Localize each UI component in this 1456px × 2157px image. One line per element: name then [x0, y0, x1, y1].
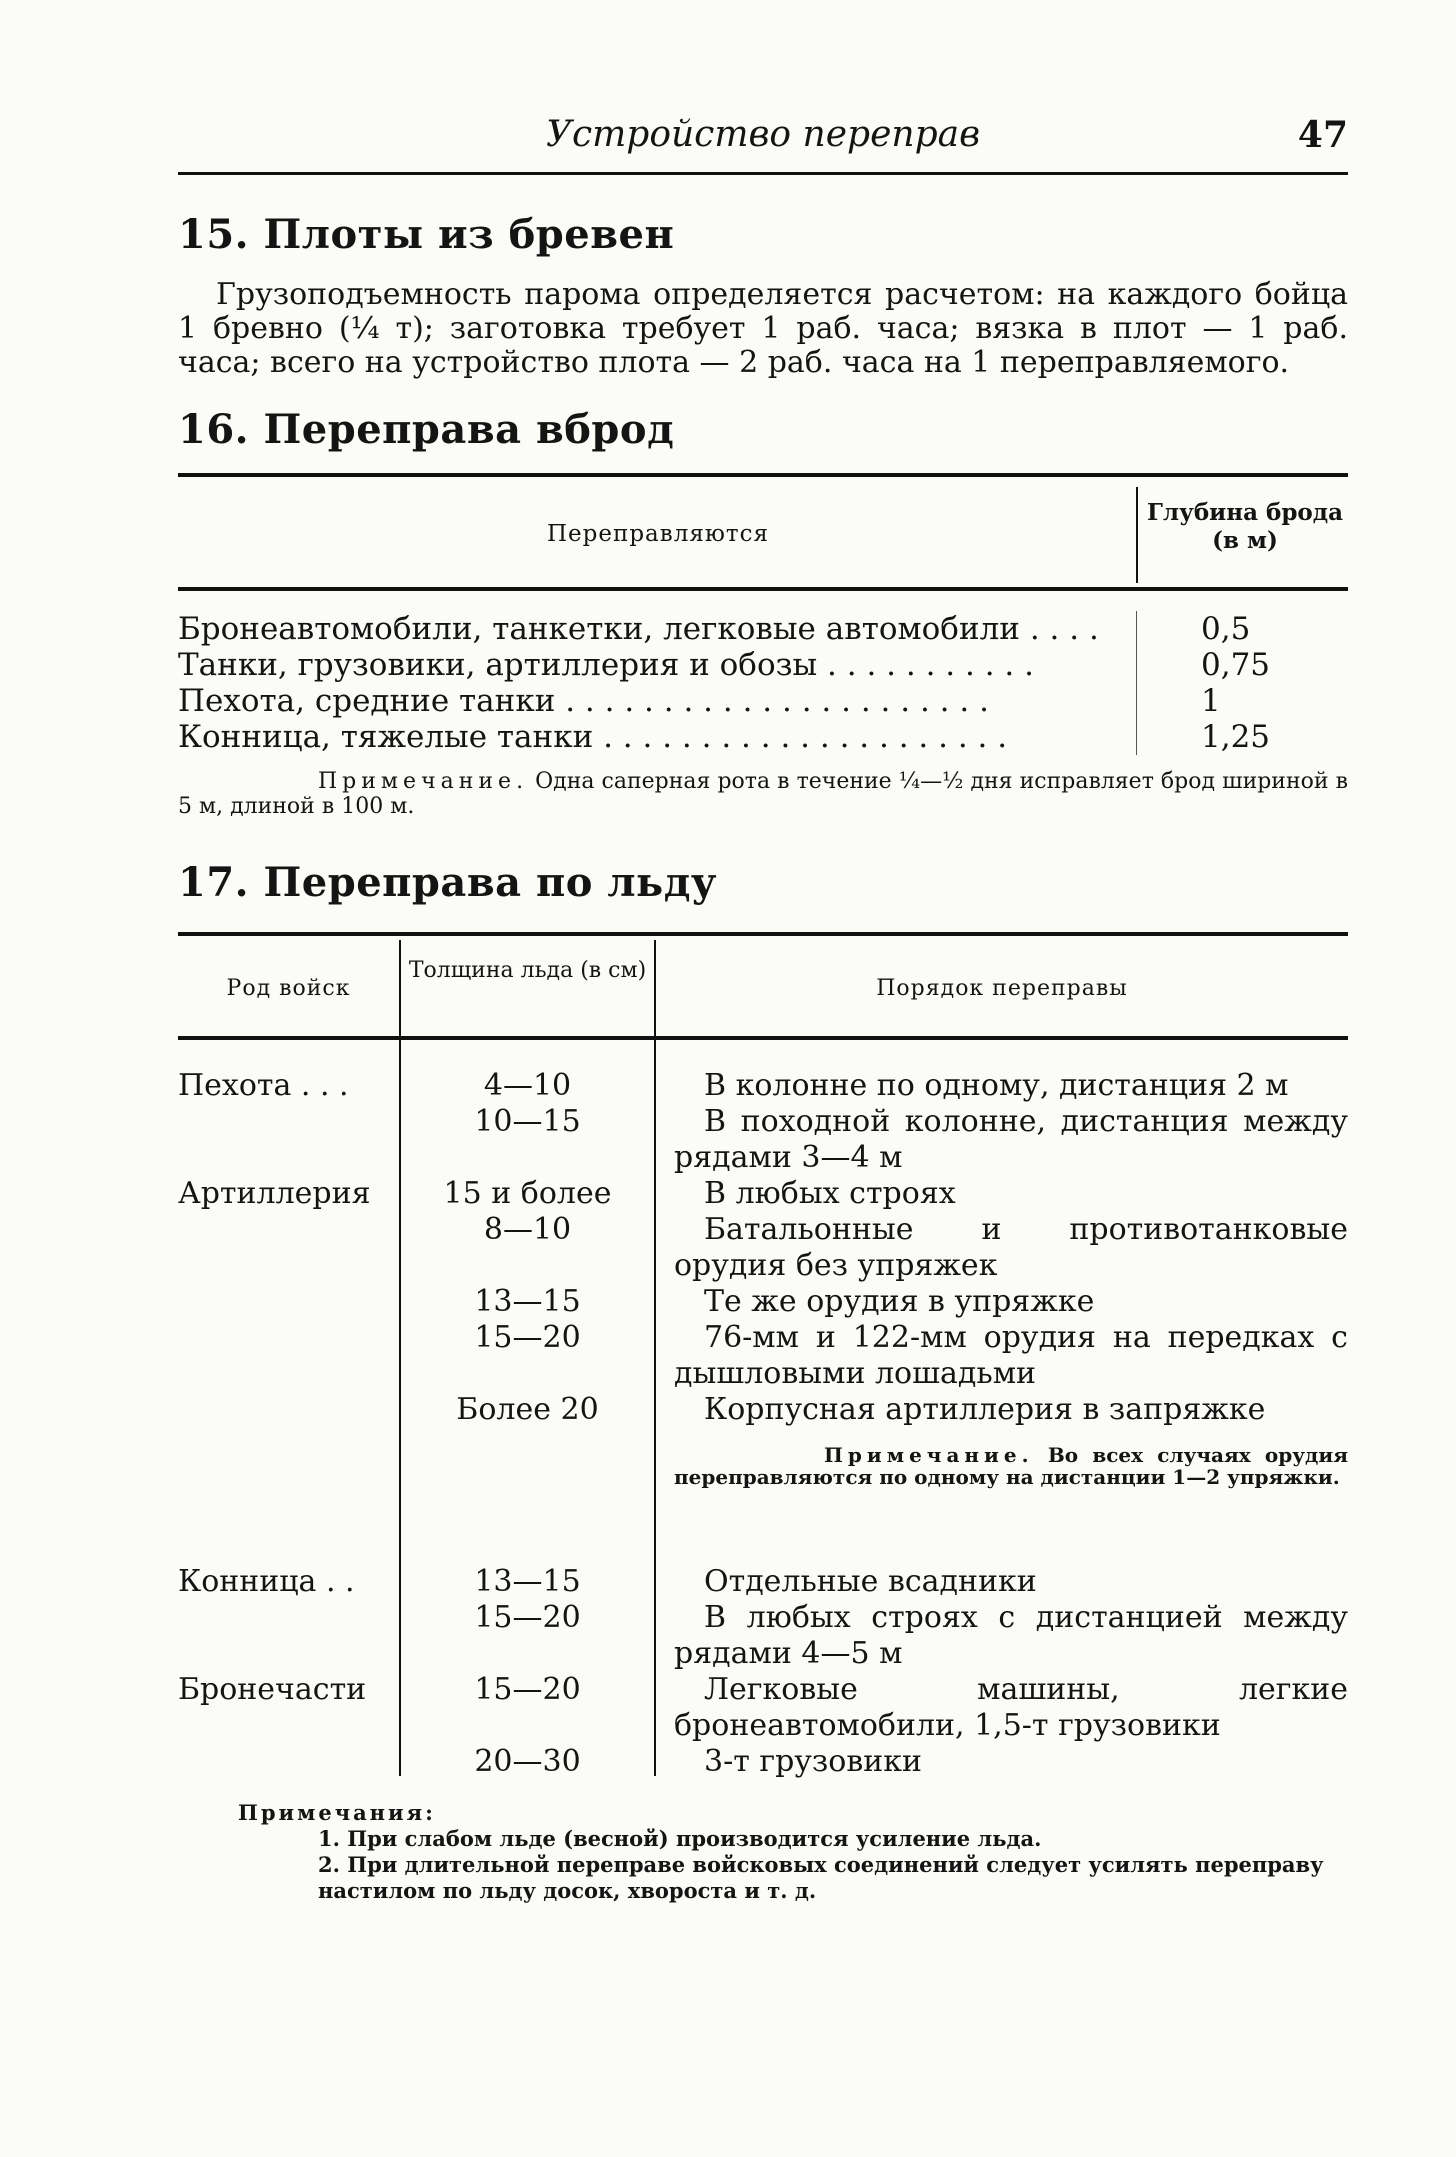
- table-row: [178, 647, 1348, 683]
- ford-table: [178, 473, 1348, 819]
- header-rule: [178, 172, 1348, 175]
- crossing-order: Те же орудия в упряжке: [704, 1284, 1095, 1319]
- troop-artillery: Артиллерия: [178, 1176, 371, 1211]
- ford-row-value: 1: [1201, 683, 1221, 719]
- ice-col-troops-header: Род войск: [226, 976, 351, 1001]
- artillery-note-label: Примечание.: [824, 1443, 1034, 1467]
- column-divider: [1136, 487, 1138, 583]
- ford-note-text: Одна саперная рота в течение ¼—½ дня исправляет брод шириной в 5 м, длиной в 100 м.: [178, 769, 1348, 819]
- ford-col-depth-header: Глубина брода (в м): [1147, 499, 1343, 554]
- ford-row-label: Конница, тяжелые танки . . . . . . . . . . . . . . . . . . . . .: [178, 719, 1137, 755]
- section-16-heading: 16. Переправа вброд: [178, 406, 675, 453]
- ford-row-label: Бронеавтомобили, танкетки, легковые автомобили . . . .: [178, 611, 1137, 647]
- ice-thickness: 15—20: [474, 1600, 581, 1635]
- ice-thickness: 13—15: [474, 1284, 581, 1319]
- ice-thickness: 8—10: [483, 1212, 572, 1247]
- crossing-order: 3-т грузовики: [704, 1744, 922, 1779]
- crossing-order: Легковые машины, легкие бронеавтомобили, 1,5-т грузовики: [674, 1672, 1348, 1743]
- crossing-order: Корпусная артиллерия в запряжке: [704, 1392, 1266, 1427]
- section-15-heading: 15. Плоты из бревен: [178, 211, 675, 258]
- artillery-note: [674, 1444, 1348, 1488]
- table-row: [178, 719, 1348, 755]
- troop-armored: Бронечасти: [178, 1672, 367, 1707]
- ice-thickness: 15—20: [474, 1672, 581, 1707]
- crossing-order: В походной колонне, дистанция между рядами 3—4 м: [674, 1104, 1348, 1175]
- ice-col-order-header: Порядок переправы: [876, 976, 1128, 1001]
- ice-col-thickness-header: Толщина льда (в см): [408, 958, 647, 983]
- ford-table-header: [178, 477, 1348, 587]
- troop-cavalry: Конница . .: [178, 1564, 355, 1599]
- crossing-order: Батальонные и противотанковые орудия без упряжек: [674, 1212, 1348, 1283]
- ford-note: [178, 769, 1348, 819]
- column-divider: [654, 1040, 656, 1776]
- ice-note-item: 1. При слабом льде (весной) производится усиление льда.: [318, 1826, 1042, 1851]
- ice-thickness: 15—20: [474, 1320, 581, 1355]
- section-17-heading: 17. Переправа по льду: [178, 859, 717, 906]
- troop-infantry: Пехота . . .: [178, 1068, 349, 1103]
- ice-notes-title: Примечания:: [238, 1800, 436, 1825]
- ice-thickness: 20—30: [474, 1744, 581, 1779]
- ice-thickness: 4—10: [483, 1068, 572, 1103]
- ford-col-troops-header: Переправляются: [547, 521, 769, 547]
- ford-row-value: 0,75: [1201, 647, 1271, 683]
- ice-thickness: 13—15: [474, 1564, 581, 1599]
- running-title: Устройство переправ: [545, 114, 981, 155]
- table-row: [178, 683, 1348, 719]
- ford-row-value: 0,5: [1201, 611, 1251, 647]
- running-head: [178, 110, 1348, 158]
- ice-notes: [178, 1800, 1348, 1904]
- ford-table-body: [178, 591, 1348, 755]
- crossing-order: Отдельные всадники: [704, 1564, 1037, 1599]
- ford-row-label: Пехота, средние танки . . . . . . . . . . . . . . . . . . . . . .: [178, 683, 1137, 719]
- ice-thickness: Более 20: [456, 1392, 599, 1427]
- ice-thickness: 10—15: [474, 1104, 581, 1139]
- crossing-order: 76-мм и 122-мм орудия на передках с дышловыми лошадьми: [674, 1320, 1348, 1391]
- crossing-order: В любых строях: [704, 1176, 956, 1211]
- section-15-text: Грузоподъемность парома определяется расчетом: на каждого бойца 1 бревно (¼ т); заготовка требует 1 раб. часа; вязка в плот — 1 раб. часа; всего на устройство плота — 2 раб. часа на 1 переправляемого.: [178, 277, 1348, 380]
- ford-row-label: Танки, грузовики, артиллерия и обозы . . . . . . . . . . .: [178, 647, 1137, 683]
- ice-table-body: [178, 1040, 1348, 1779]
- ice-thickness: 15 и более: [443, 1176, 612, 1211]
- ford-row-value: 1,25: [1201, 719, 1271, 755]
- ice-table-header: [178, 936, 1348, 1036]
- crossing-order: В колонне по одному, дистанция 2 м: [704, 1068, 1289, 1103]
- column-divider: [399, 940, 401, 1036]
- artillery-note-text: Во всех случаях орудия переправляются по одному на дистанции 1—2 упряжки.: [674, 1443, 1348, 1489]
- book-page: [178, 110, 1348, 1904]
- ice-table: [178, 932, 1348, 1779]
- crossing-order: В любых строях с дистанцией между рядами 4—5 м: [674, 1600, 1348, 1671]
- ford-note-label: Примечание.: [318, 769, 529, 794]
- table-row: [178, 611, 1348, 647]
- page-number: 47: [1297, 114, 1348, 156]
- ice-note-item: 2. При длительной переправе войсковых соединений следует усилять переправу настилом по льду досок, хвороста и т. д.: [318, 1852, 1324, 1903]
